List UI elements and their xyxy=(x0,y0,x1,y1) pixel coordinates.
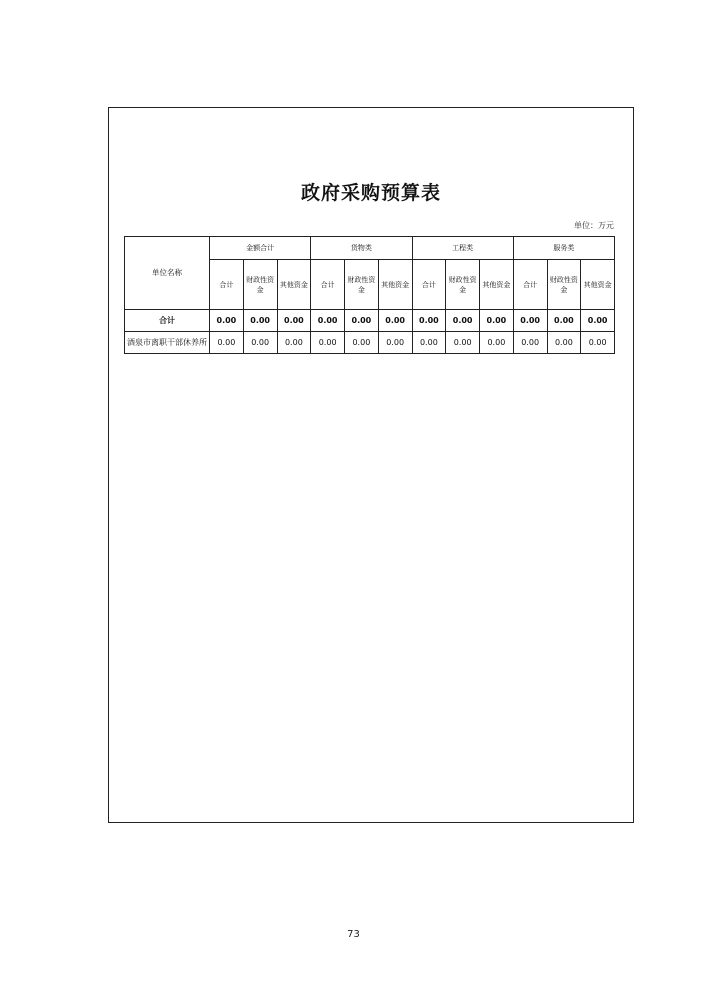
table-cell: 0.00 xyxy=(446,310,480,332)
table-cell: 0.00 xyxy=(210,332,244,354)
sub-header-fiscal: 财政性资金 xyxy=(446,260,480,310)
table-header-row xyxy=(125,237,615,260)
unit-label: 单位：万元 xyxy=(574,221,614,230)
unit-name-header: 单位名称 xyxy=(125,237,210,310)
procurement-budget-table xyxy=(124,236,615,354)
table-cell: 0.00 xyxy=(547,310,581,332)
table-cell: 0.00 xyxy=(412,310,446,332)
sub-header-other: 其他资金 xyxy=(277,260,311,310)
table-row xyxy=(125,332,615,354)
table-cell: 0.00 xyxy=(581,310,615,332)
table-cell: 0.00 xyxy=(378,310,412,332)
group-header-construction: 工程类 xyxy=(412,237,513,260)
table-cell: 0.00 xyxy=(581,332,615,354)
page-number: 73 xyxy=(347,929,360,940)
sub-header-sum: 合计 xyxy=(412,260,446,310)
group-header-total: 金额合计 xyxy=(210,237,311,260)
total-row-label: 合计 xyxy=(125,310,210,332)
table-total-row xyxy=(125,310,615,332)
page-title: 政府采购预算表 xyxy=(300,182,441,204)
table-cell: 0.00 xyxy=(243,310,277,332)
table-cell: 0.00 xyxy=(480,332,514,354)
sub-header-other: 其他资金 xyxy=(581,260,615,310)
row-unit-name: 酒泉市离职干部休养所 xyxy=(125,332,210,354)
group-header-goods: 货物类 xyxy=(311,237,412,260)
table-cell: 0.00 xyxy=(210,310,244,332)
sub-header-sum: 合计 xyxy=(210,260,244,310)
table-cell: 0.00 xyxy=(480,310,514,332)
sub-header-other: 其他资金 xyxy=(480,260,514,310)
table-cell: 0.00 xyxy=(513,310,547,332)
sub-header-sum: 合计 xyxy=(513,260,547,310)
sub-header-sum: 合计 xyxy=(311,260,345,310)
sub-header-fiscal: 财政性资金 xyxy=(547,260,581,310)
table-cell: 0.00 xyxy=(412,332,446,354)
table-cell: 0.00 xyxy=(345,332,379,354)
table-cell: 0.00 xyxy=(446,332,480,354)
table-cell: 0.00 xyxy=(311,332,345,354)
sub-header-fiscal: 财政性资金 xyxy=(243,260,277,310)
table-cell: 0.00 xyxy=(243,332,277,354)
sub-header-other: 其他资金 xyxy=(378,260,412,310)
table-cell: 0.00 xyxy=(277,332,311,354)
table-cell: 0.00 xyxy=(277,310,311,332)
table-cell: 0.00 xyxy=(345,310,379,332)
table-cell: 0.00 xyxy=(311,310,345,332)
table-cell: 0.00 xyxy=(547,332,581,354)
page-frame xyxy=(108,107,634,823)
sub-header-fiscal: 财政性资金 xyxy=(345,260,379,310)
table-cell: 0.00 xyxy=(378,332,412,354)
group-header-services: 服务类 xyxy=(513,237,614,260)
table-cell: 0.00 xyxy=(513,332,547,354)
